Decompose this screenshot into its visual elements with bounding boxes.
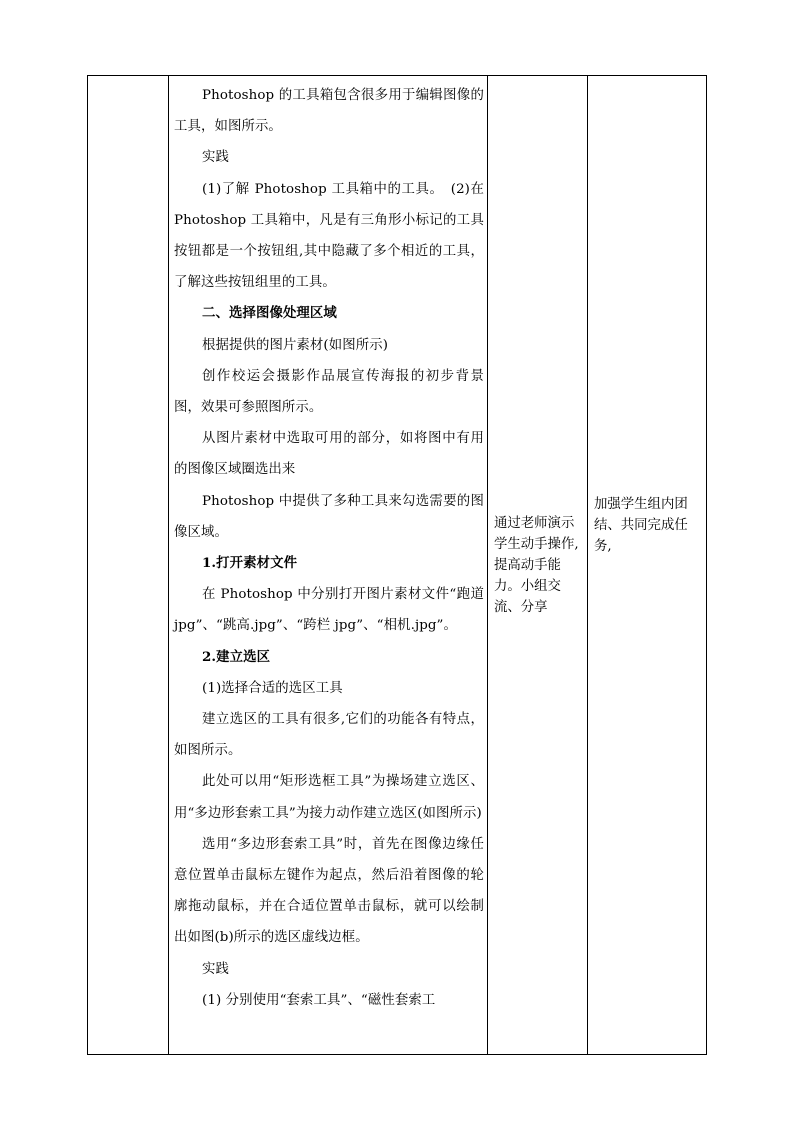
paragraph: 选用“多边形套索工具”时，首先在图像边缘任意位置单击鼠标左键作为起点，然后沿着图像的轮廓拖动鼠标，并在合适位置单击鼠标，就可以绘制出如图(b)所示的选区虚线边框。 (174, 836, 484, 946)
paragraph: 此处可以用“矩形选框工具”为操场建立选区、用“多边形套索工具”为接力动作建立选区(如图所示) (174, 774, 484, 821)
method-text: 通过老师演示学生动手操作,提高动手能力。小组交流、分享 (494, 516, 579, 615)
paragraph: 在 Photoshop 中分别打开图片素材文件“跑道 jpg”、“跳高.jpg”、“跨栏 jpg”、“相机.jpg”。 (174, 587, 484, 634)
lesson-table (87, 75, 707, 1055)
step-heading: 2.建立选区 (202, 648, 271, 665)
paragraph: 实践 (202, 961, 229, 977)
paragraph: 实践 (202, 150, 229, 166)
paragraph: (1)选择合适的选区工具 (202, 680, 343, 696)
paragraph: 从图片素材中选取可用的部分，如将图中有用的图像区域圈选出来 (174, 431, 484, 478)
paragraph: 根据提供的图片素材(如图所示) (202, 337, 389, 353)
paragraph: Photoshop 中提供了多种工具来勾选需要的图像区域。 (174, 493, 484, 540)
paragraph: (1)了解 Photoshop 工具箱中的工具。 (2)在 Photoshop 工具箱中，凡是有三角形小标记的工具按钮都是一个按钮组,其中隐藏了多个相近的工具，了解这些按钮组里的工具。 (174, 181, 484, 291)
step-heading: 1.打开素材文件 (202, 555, 298, 572)
paragraph: Photoshop 的工具箱包含很多用于编辑图像的工具，如图所示。 (174, 88, 484, 135)
paragraph: (1) 分别使用“套索工具”、“磁性套索工 (202, 992, 436, 1008)
column-divider (487, 76, 488, 1054)
paragraph: 创作校运会摄影作品展宣传海报的初步背景图，效果可参照图所示。 (174, 368, 484, 416)
purpose-text: 加强学生组内团结、共同完成任务, (594, 497, 688, 554)
paragraph: 建立选区的工具有很多,它们的功能各有特点，如图所示。 (174, 712, 484, 759)
teaching-method-cell (489, 76, 587, 1054)
section-heading: 二、选择图像处理区域 (202, 305, 337, 322)
design-purpose-cell (588, 76, 706, 1054)
teaching-content-cell (169, 76, 487, 1054)
